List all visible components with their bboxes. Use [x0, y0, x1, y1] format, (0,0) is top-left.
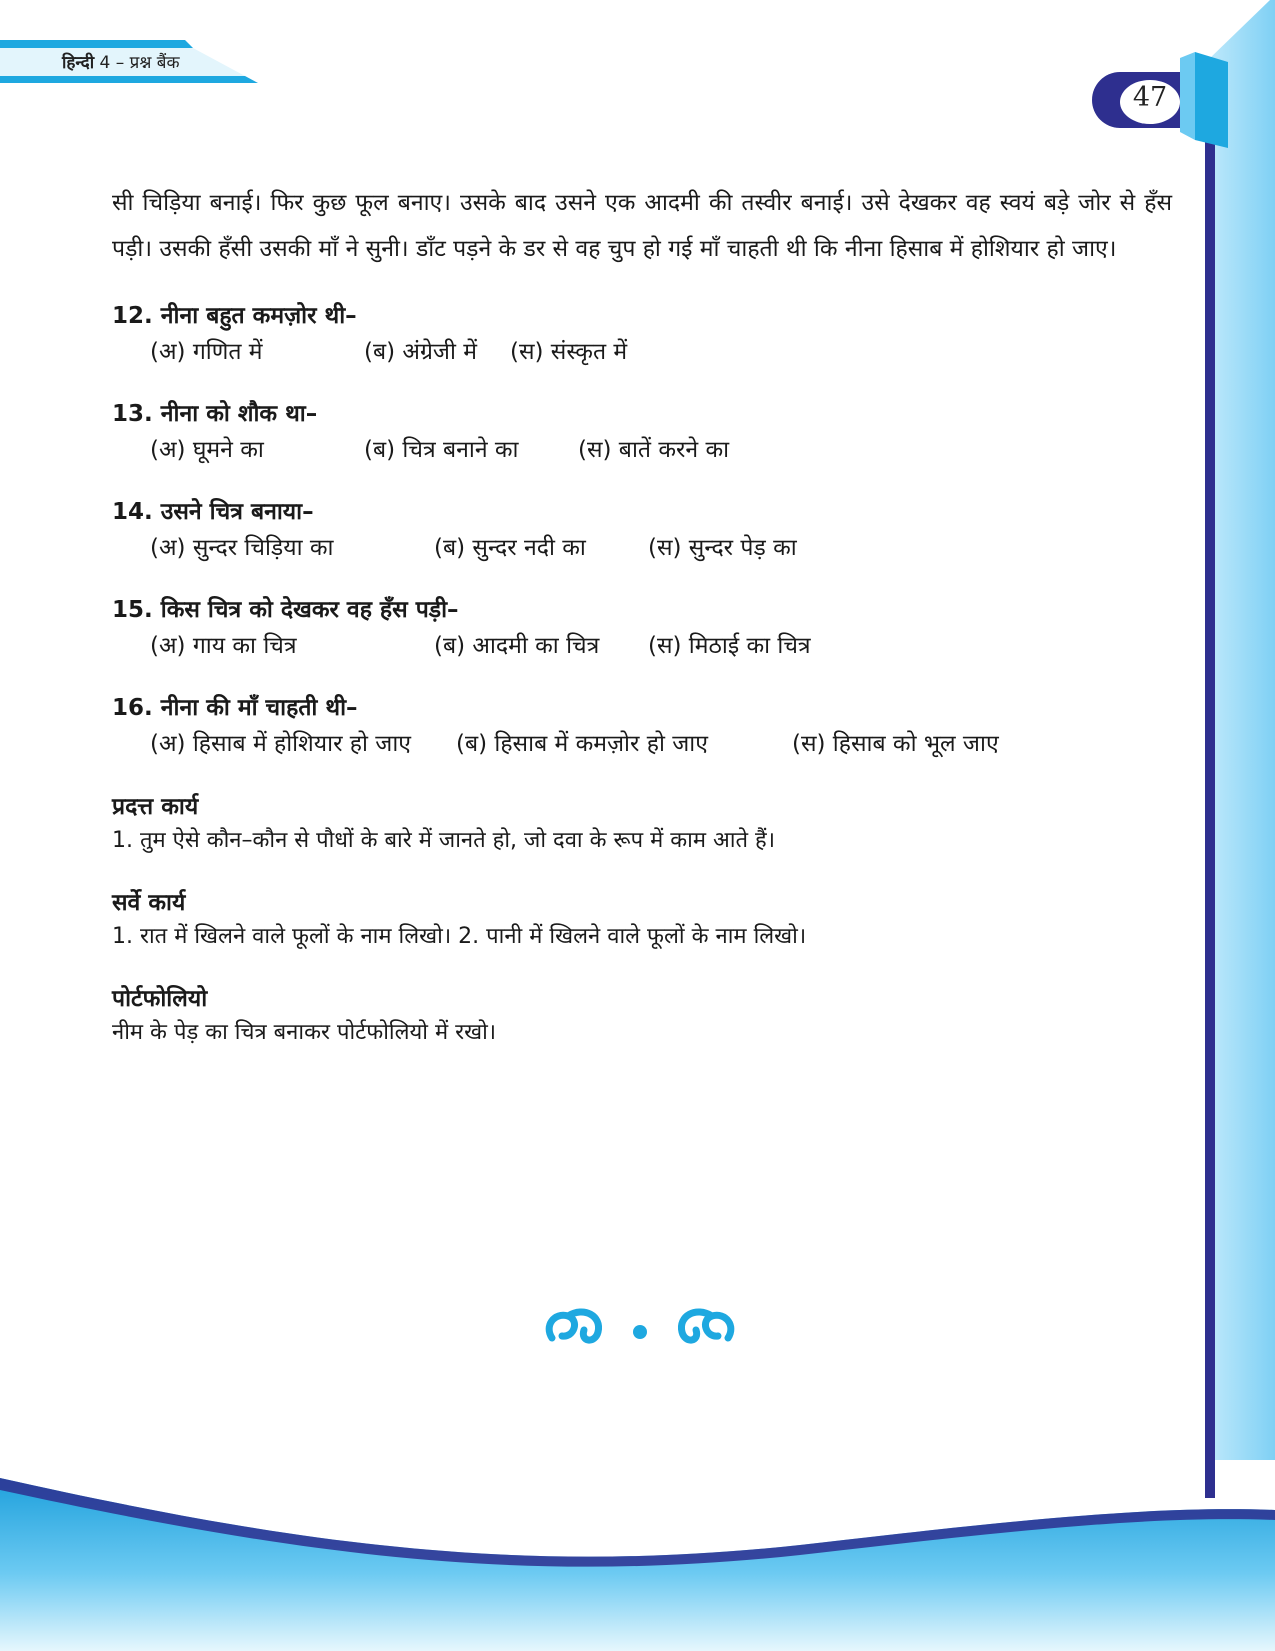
option-b: (ब) चित्र बनाने का [364, 437, 519, 463]
question-title: 12. नीना बहुत कमज़ोर थी– [112, 303, 357, 329]
question-15 [112, 592, 1172, 664]
book-title-subject: हिन्दी [62, 53, 95, 73]
right-navy-line [1205, 58, 1215, 1498]
option-c: (स) मिठाई का चित्र [648, 633, 811, 659]
option-b: (ब) हिसाब में कमज़ोर हो जाए [456, 731, 708, 757]
question-16 [112, 690, 1172, 762]
option-a: (अ) सुन्दर चिड़िया का [150, 535, 334, 561]
page-number: 47 [1132, 82, 1168, 113]
option-a: (अ) गाय का चित्र [150, 633, 297, 659]
option-c: (स) संस्कृत में [510, 339, 628, 365]
question-options [112, 432, 1172, 468]
ornament-icon [540, 1296, 740, 1356]
question-options [112, 530, 1172, 566]
section-text: नीम के पेड़ का चित्र बनाकर पोर्टफोलियो में रखो। [112, 1020, 497, 1045]
section-title: प्रदत्त कार्य [112, 794, 199, 820]
section-portfolio [112, 982, 1172, 1050]
option-c: (स) बातें करने का [578, 437, 730, 463]
option-c: (स) हिसाब को भूल जाए [792, 731, 999, 757]
option-a: (अ) गणित में [150, 339, 263, 365]
option-a: (अ) घूमने का [150, 437, 264, 463]
section-text: 1. तुम ऐसे कौन–कौन से पौधों के बारे में जानते हो, जो दवा के रूप में काम आते हैं। [112, 828, 776, 853]
section-pradatt-karya [112, 790, 1172, 858]
question-title: 15. किस चित्र को देखकर वह हँस पड़ी– [112, 597, 459, 623]
option-b: (ब) अंग्रेजी में [364, 339, 478, 365]
option-b: (ब) सुन्दर नदी का [434, 535, 586, 561]
question-options [112, 334, 1172, 370]
section-survey-karya [112, 886, 1172, 954]
section-title: पोर्टफोलियो [112, 986, 208, 1012]
option-b: (ब) आदमी का चित्र [434, 633, 600, 659]
section-text: 1. रात में खिलने वाले फूलों के नाम लिखो। 2. पानी में खिलने वाले फूलों के नाम लिखो। [112, 924, 807, 949]
right-band [1208, 0, 1275, 1460]
question-title: 14. उसने चित्र बनाया– [112, 499, 314, 525]
question-options [112, 726, 1172, 762]
passage-text: सी चिड़िया बनाई। फिर कुछ फूल बनाए। उसके बाद उसने एक आदमी की तस्वीर बनाई। उसे देखकर वह स्वयं बड़े जोर से हँस पड़ी। उसकी हँसी उसकी माँ ने सुनी। डाँट पड़ने के डर से वह चुप हो गई माँ चाहती थी कि नीना हिसाब में होशियार हो जाए। [112, 190, 1172, 262]
question-12 [112, 298, 1172, 370]
book-title [62, 50, 180, 73]
question-options [112, 628, 1172, 664]
question-title: 13. नीना को शौक था– [112, 401, 318, 427]
question-13 [112, 396, 1172, 468]
book-title-rest: 4 – प्रश्न बैंक [94, 53, 180, 73]
section-title: सर्वे कार्य [112, 890, 186, 916]
option-c: (स) सुन्दर पेड़ का [648, 535, 797, 561]
question-14 [112, 494, 1172, 566]
option-a: (अ) हिसाब में होशियार हो जाए [150, 731, 412, 757]
main-content [112, 180, 1172, 1050]
question-title: 16. नीना की माँ चाहती थी– [112, 695, 358, 721]
